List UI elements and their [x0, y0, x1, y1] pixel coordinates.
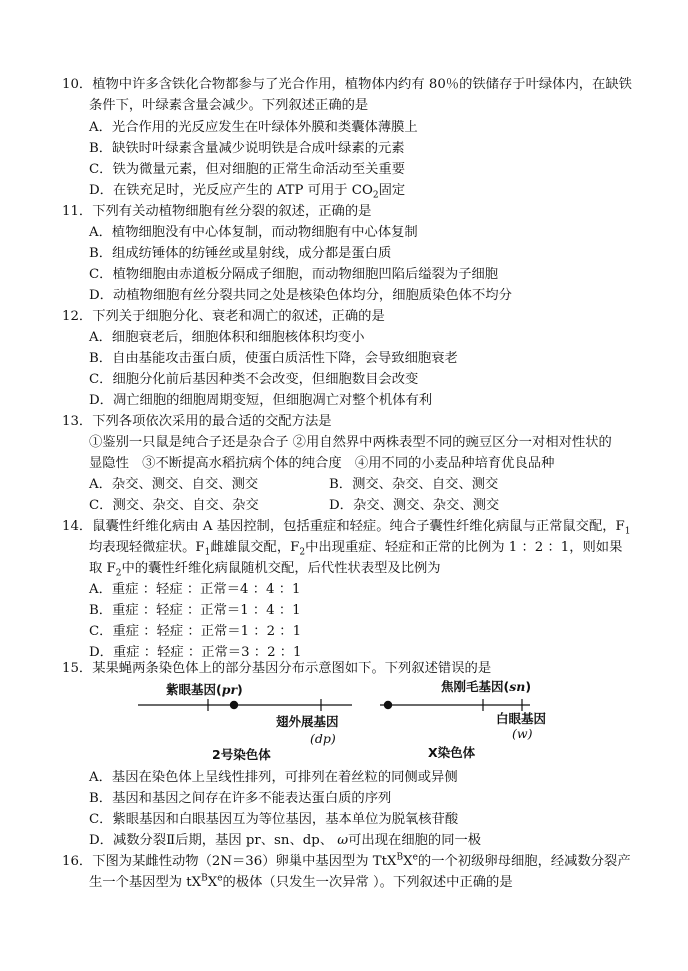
- question-10-option-b: B．缺铁时叶绿素含量减少说明铁是合成叶绿素的元素: [89, 141, 405, 156]
- question-10-option-c: C．铁为微量元素，但对细胞的正常生命活动至关重要: [89, 162, 406, 177]
- question-11-option-d: D．动植物细胞有丝分裂共同之处是核染色体均分，细胞质染色体不均分: [89, 288, 512, 303]
- question-14-option-b: B．重症 ：轻症 ：正常＝1 ：4 ：1: [89, 603, 301, 618]
- question-10-stem-cont: 条件下，叶绿素含量会减少。下列叙述正确的是: [89, 98, 369, 113]
- question-13-option-c: C．测交、杂交、自交、杂交: [89, 498, 259, 513]
- question-12-stem: 12．下列关于细胞分化、衰老和凋亡的叙述，正确的是: [62, 309, 385, 324]
- question-12-option-c: C．细胞分化前后基因种类不会改变，但细胞数目会改变: [89, 372, 419, 387]
- question-11-option-c: C．植物细胞由赤道板分隔成子细胞，而动物细胞凹陷后缢裂为子细胞: [89, 267, 499, 282]
- question-15-option-d: D．减数分裂Ⅱ后期，基因 pr、sn、dp、 ω可出现在细胞的同一极: [89, 833, 482, 848]
- question-11-option-b: B．组成纺锤体的纺锤丝或星射线，成分都是蛋白质: [89, 246, 392, 261]
- sn-gene-label: 焦刚毛基因(sn): [441, 679, 532, 694]
- w-gene-label: 白眼基因: [496, 711, 547, 726]
- chromosome-diagram: [130, 674, 550, 766]
- question-16-stem: 16．下图为某雌性动物（2N＝36）卵巢中基因型为 TtX$^B$Xe的一个初级卵母细胞，经减数分裂产: [62, 852, 631, 869]
- question-11-option-a: A．植物细胞没有中心体复制，而动物细胞有中心体复制: [89, 225, 418, 240]
- dp-gene-symbol: (dp): [310, 731, 336, 746]
- question-13-stem-line2: ①鉴别一只鼠是纯合子还是杂合子 ②用自然界中两株表型不同的豌豆区分一对相对性状的: [89, 435, 612, 450]
- question-15-option-a: A．基因在染色体上呈线性排列，可排列在着丝粒的同侧或异侧: [89, 770, 458, 785]
- question-14-option-d: D．重症 ：轻症 ：正常＝3 ：2 ：1: [89, 645, 302, 660]
- question-16-stem-line2: 生一个基因型为 $tX^BXe$的极体（只发生一次异常 ）。下列叙述中正确的是: [89, 873, 513, 890]
- w-gene-symbol: (w): [512, 726, 533, 741]
- dp-gene-label: 翅外展基因: [276, 714, 339, 729]
- chromosome-2-caption: 2号染色体: [212, 747, 271, 762]
- question-10-option-d: D．在铁充足时，光反应产生的 ATP 可用于 $CO_2$固定: [89, 183, 406, 201]
- question-14-stem-line2: 均表现轻微症状。$F_1$雌雄鼠交配，$F_2$中出现重症、轻症和正常的比例为 1 ：2 ：1，则如果: [89, 540, 623, 558]
- chromosome-2-centromere: [230, 701, 238, 709]
- question-12-option-a: A．细胞衰老后，细胞体积和细胞核体积均变小: [89, 330, 365, 345]
- question-11-stem: 11．下列有关动植物细胞有丝分裂的叙述，正确的是: [62, 204, 372, 219]
- question-13-stem-line3: 显隐性 ③不断提高水稻抗病个体的纯合度 ④用不同的小麦品种培育优良品种: [89, 456, 555, 471]
- question-13-option-d: D．杂交、测交、杂交、测交: [329, 498, 500, 513]
- question-15-option-c: C．紫眼基因和白眼基因互为等位基因，基本单位为脱氧核苷酸: [89, 812, 459, 827]
- question-14-stem-line3: 取 $F_2$中的囊性纤维化病鼠随机交配，后代性状表型及比例为: [89, 561, 441, 579]
- question-15-stem: 15．某果蝇两条染色体上的部分基因分布示意图如下。下列叙述错误的是: [62, 661, 492, 676]
- chromosome-x-caption: X染色体: [428, 745, 476, 760]
- pr-gene-label: 紫眼基因(pr): [166, 682, 243, 697]
- question-13-option-a: A．杂交、测交、自交、测交: [89, 477, 259, 492]
- question-15-option-b: B．基因和基因之间存在许多不能表达蛋白质的序列: [89, 791, 392, 806]
- chromosome-x-centromere: [384, 701, 392, 709]
- question-10-option-a: A．光合作用的光反应发生在叶绿体外膜和类囊体薄膜上: [89, 120, 418, 135]
- question-13-option-b: B．测交、杂交、自交、测交: [329, 477, 499, 492]
- question-13-stem: 13．下列各项依次采用的最合适的交配方法是: [62, 414, 332, 429]
- question-14-option-c: C．重症 ：轻症 ：正常＝1 ：2 ：1: [89, 624, 302, 639]
- question-12-option-d: D．凋亡细胞的细胞周期变短，但细胞凋亡对整个机体有利: [89, 393, 433, 408]
- question-14-option-a: A．重症 ：轻症 ：正常＝4 ：4 ：1: [89, 582, 301, 597]
- question-12-option-b: B．自由基能攻击蛋白质，使蛋白质活性下降，会导致细胞衰老: [89, 351, 458, 366]
- question-10-stem: 10．植物中许多含铁化合物都参与了光合作用，植物体内约有 80％的铁储存于叶绿体内，在缺铁: [62, 77, 632, 92]
- question-14-stem: 14．鼠囊性纤维化病由 A 基因控制，包括重症和轻症。纯合子囊性纤维化病鼠与正常鼠交配，$F_1$: [62, 519, 631, 537]
